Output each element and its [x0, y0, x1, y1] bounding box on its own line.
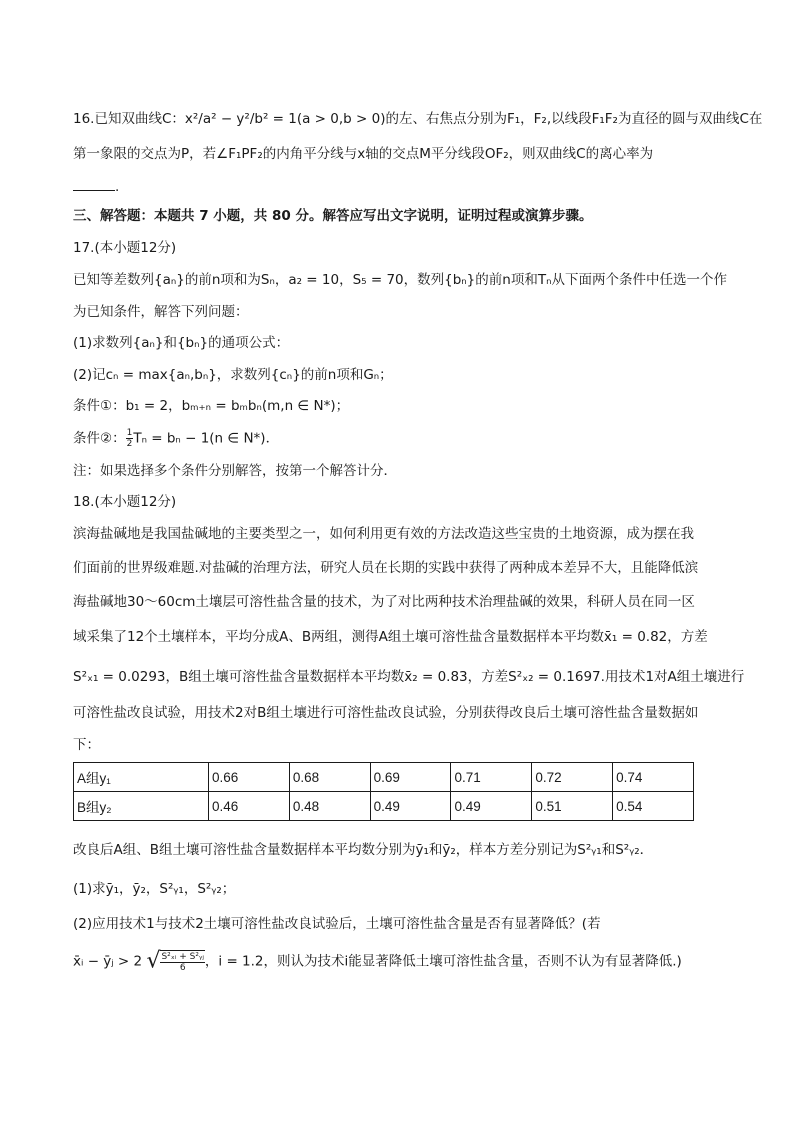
table-cell: B组y₂	[74, 792, 209, 821]
q16-line2: 第一象限的交点为P，若∠F₁PF₂的内角平分线与x轴的交点M平分线段OF₂，则双曲线C的离心率为	[73, 146, 654, 162]
table-cell: 0.72	[532, 763, 613, 792]
fraction-denominator: 2	[126, 439, 133, 449]
q18-part2: (2)应用技术1与技术2土壤可溶性盐改良试验后，土壤可溶性盐含量是否有显著降低？(若	[73, 916, 601, 932]
q16-line1: 16.已知双曲线C：x²/a² − y²/b² = 1(a > 0,b > 0)的左、右焦点分别为F₁，F₂,以线段F₁F₂为直径的圆与双曲线C在	[73, 111, 763, 127]
soil-data-table	[73, 762, 694, 821]
q18-para-line7: 下：	[73, 737, 100, 753]
cond2-prefix: 条件②：	[73, 430, 126, 447]
q16-period: .	[115, 179, 120, 195]
table-cell: 0.68	[289, 763, 370, 792]
q18-after-table: 改良后A组、B组土壤可溶性盐含量数据样本平均数分别为ȳ₁和ȳ₂，样本方差分别记为S²ᵧ₁和S²ᵧ₂．	[73, 842, 654, 858]
table-cell: 0.51	[532, 792, 613, 821]
q16-answer-line	[73, 176, 119, 197]
table-cell: 0.54	[613, 792, 694, 821]
section-title: 三、解答题：本题共 7 小题，共 80 分。解答应写出文字说明，证明过程或演算步骤。	[73, 208, 593, 224]
table-cell: 0.48	[289, 792, 370, 821]
table-cell: 0.46	[209, 792, 290, 821]
q17-part2: (2)记cₙ = max{aₙ,bₙ}，求数列{cₙ}的前n项和Gₙ；	[73, 367, 393, 383]
q18-para-line1: 滨海盐碱地是我国盐碱地的主要类型之一，如何利用更有效的方法改造这些宝贵的土地资源，成为摆在我	[73, 526, 694, 542]
q18-para-line6: 可溶性盐改良试验，用技术2对B组土壤进行可溶性盐改良试验，分别获得改良后土壤可溶性盐含量数据如	[73, 705, 699, 721]
q18-para-line5: S²ₓ₁ = 0.0293，B组土壤可溶性盐含量数据样本平均数x̄₂ = 0.83，方差S²ₓ₂ = 0.1697.用技术1对A组土壤进行	[73, 669, 745, 685]
q17-header: 17.(本小题12分)	[73, 240, 177, 256]
q17-part1: (1)求数列{aₙ}和{bₙ}的通项公式：	[73, 335, 290, 351]
table-cell: 0.71	[451, 763, 532, 792]
q18-criterion	[73, 950, 682, 973]
q18-header: 18.(本小题12分)	[73, 494, 177, 510]
table-cell: 0.49	[370, 792, 451, 821]
answer-blank[interactable]	[73, 176, 115, 191]
table-cell: 0.69	[370, 763, 451, 792]
q17-line1: 已知等差数列{aₙ}的前n项和为Sₙ，a₂ = 10，S₅ = 70，数列{bₙ}的前n项和Tₙ从下面两个条件中任选一个作	[73, 272, 727, 288]
cond2-rest: Tₙ = bₙ − 1(n ∈ N*)．	[133, 430, 280, 447]
table-row	[74, 792, 694, 821]
criterion-rest: ，i = 1.2，则认为技术i能显著降低土壤可溶性盐含量，否则不认为有显著降低.)	[204, 953, 682, 970]
table-cell: 0.49	[451, 792, 532, 821]
fraction-denominator: 6	[179, 963, 186, 973]
q17-condition1: 条件①：b₁ = 2，bₘ₊ₙ = bₘbₙ(m,n ∈ N*)；	[73, 398, 350, 414]
q18-para-line2: 们面前的世界级难题.对盐碱的治理方法，研究人员在长期的实践中获得了两种成本差异不大，且能降低滨	[73, 560, 699, 576]
table-cell: 0.66	[209, 763, 290, 792]
q18-para-line3: 海盐碱地30～60cm土壤层可溶性盐含量的技术，为了对比两种技术治理盐碱的效果，科研人员在同一区	[73, 594, 695, 610]
fraction-numerator: S²ₓᵢ + S²ᵧⱼ	[161, 952, 204, 962]
table-cell: 0.74	[613, 763, 694, 792]
q18-part1: (1)求ȳ₁，ȳ₂，S²ᵧ₁，S²ᵧ₂；	[73, 881, 236, 897]
criterion-fraction	[160, 950, 204, 973]
table-row	[74, 763, 694, 792]
table-cell: A组y₁	[74, 763, 209, 792]
q18-para-line4: 域采集了12个土壤样本，平均分成A、B两组，测得A组土壤可溶性盐含量数据样本平均数x̄₁ = 0.82，方差	[73, 629, 708, 645]
sqrt-sign: √	[146, 948, 161, 974]
q17-note: 注：如果选择多个条件分别解答，按第一个解答计分．	[73, 463, 397, 479]
fraction-numerator: 1	[126, 428, 133, 438]
q17-condition2	[73, 428, 279, 449]
q17-line2: 为已知条件，解答下列问题：	[73, 304, 249, 320]
criterion-lhs: x̄ᵢ − ȳⱼ > 2	[73, 953, 143, 970]
